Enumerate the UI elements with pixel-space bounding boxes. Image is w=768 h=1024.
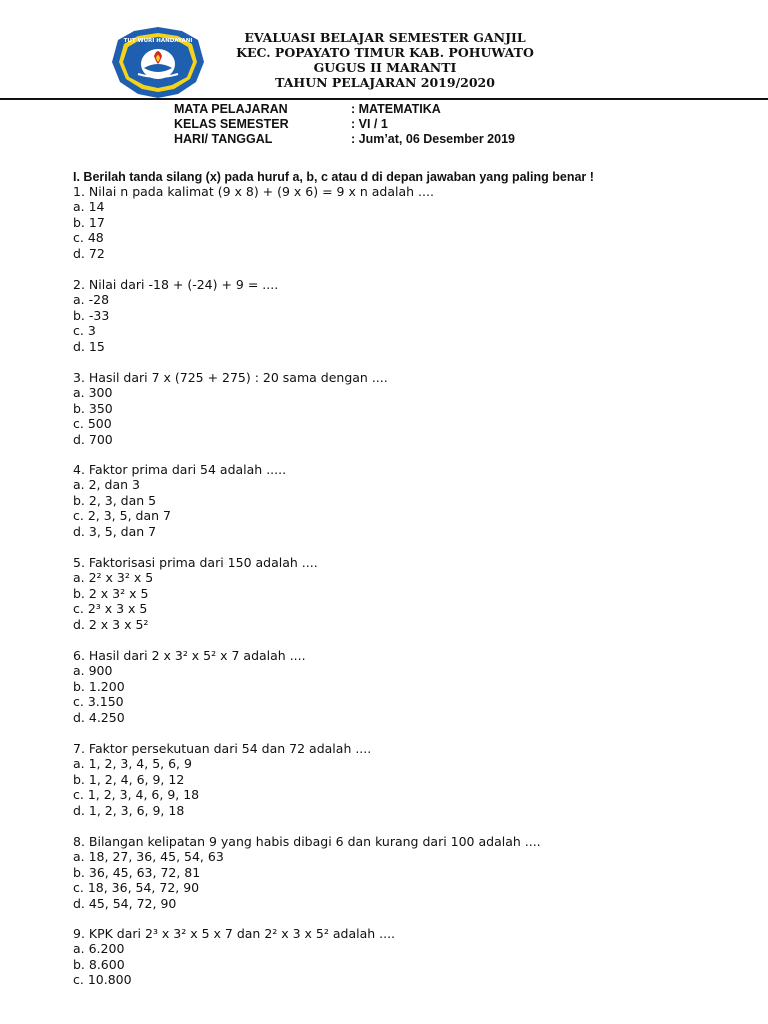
header-line-4: TAHUN PELAJARAN 2019/2020 bbox=[275, 75, 495, 90]
answer-option: b. -33 bbox=[73, 307, 110, 323]
answer-option: c. 500 bbox=[73, 416, 112, 432]
header-divider bbox=[0, 98, 768, 100]
answer-option: d. 4.250 bbox=[73, 709, 125, 725]
answer-option: a. 2² x 3² x 5 bbox=[73, 570, 154, 586]
answer-option: c. 2, 3, 5, dan 7 bbox=[73, 508, 171, 524]
answer-option: b. 2, 3, dan 5 bbox=[73, 492, 157, 508]
answer-option: d. 15 bbox=[73, 338, 105, 354]
answer-option: a. 1, 2, 3, 4, 5, 6, 9 bbox=[73, 756, 192, 772]
answer-option: c. 18, 36, 54, 72, 90 bbox=[73, 880, 200, 896]
question-7 bbox=[73, 741, 371, 818]
question-6 bbox=[73, 648, 306, 725]
question-text: 5. Faktorisasi prima dari 150 adalah .... bbox=[73, 555, 318, 570]
question-2 bbox=[73, 277, 278, 354]
header-line-3: GUGUS II MARANTI bbox=[313, 60, 457, 75]
answer-option: a. 14 bbox=[73, 199, 105, 215]
answer-option: b. 8.600 bbox=[73, 956, 125, 972]
question-text: 3. Hasil dari 7 x (725 + 275) : 20 sama dengan .... bbox=[73, 370, 388, 385]
answer-option: a. 6.200 bbox=[73, 941, 125, 957]
question-5 bbox=[73, 555, 318, 632]
answer-option: c. 3 bbox=[73, 323, 96, 339]
exam-info bbox=[174, 102, 515, 147]
info-label: MATA PELAJARAN bbox=[174, 102, 288, 116]
answer-option: b. 1, 2, 4, 6, 9, 12 bbox=[73, 771, 185, 787]
question-text: 1. Nilai n pada kalimat (9 x 8) + (9 x 6) = 9 x n adalah .... bbox=[73, 184, 434, 199]
question-1 bbox=[73, 184, 434, 261]
answer-option: b. 350 bbox=[73, 400, 113, 416]
question-text: 4. Faktor prima dari 54 adalah ..... bbox=[73, 462, 287, 477]
tut-wuri-handayani-logo bbox=[104, 22, 212, 102]
answer-option: b. 17 bbox=[73, 214, 105, 230]
answer-option: a. 2, dan 3 bbox=[73, 477, 140, 493]
answer-option: b. 36, 45, 63, 72, 81 bbox=[73, 864, 201, 880]
info-row-subject bbox=[174, 102, 515, 117]
answer-option: a. 900 bbox=[73, 663, 113, 679]
answer-option: d. 2 x 3 x 5² bbox=[73, 616, 149, 632]
question-text: 9. KPK dari 2³ x 3² x 5 x 7 dan 2² x 3 x 5² adalah .... bbox=[73, 926, 396, 941]
info-label: KELAS SEMESTER bbox=[174, 117, 289, 131]
header-line-2: KEC. POPAYATO TIMUR KAB. POHUWATO bbox=[236, 45, 534, 60]
answer-option: d. 3, 5, dan 7 bbox=[73, 523, 157, 539]
answer-option: a. -28 bbox=[73, 292, 110, 308]
question-text: 8. Bilangan kelipatan 9 yang habis dibagi 6 dan kurang dari 100 adalah .... bbox=[73, 834, 541, 849]
answer-option: b. 1.200 bbox=[73, 678, 125, 694]
question-text: 7. Faktor persekutuan dari 54 dan 72 adalah .... bbox=[73, 741, 372, 756]
info-label: HARI/ TANGGAL bbox=[174, 132, 273, 146]
answer-option: c. 1, 2, 3, 4, 6, 9, 18 bbox=[73, 787, 200, 803]
answer-option: d. 1, 2, 3, 6, 9, 18 bbox=[73, 802, 185, 818]
answer-option: c. 2³ x 3 x 5 bbox=[73, 601, 148, 617]
info-value: : MATEMATIKA bbox=[351, 102, 441, 116]
answer-option: d. 72 bbox=[73, 245, 105, 261]
answer-option: d. 45, 54, 72, 90 bbox=[73, 895, 177, 911]
question-9 bbox=[73, 926, 395, 988]
info-value: : VI / 1 bbox=[351, 117, 388, 131]
answer-option: c. 10.800 bbox=[73, 972, 132, 988]
question-text: 2. Nilai dari -18 + (-24) + 9 = .... bbox=[73, 277, 279, 292]
answer-option: d. 700 bbox=[73, 431, 113, 447]
answer-option: c. 48 bbox=[73, 230, 104, 246]
question-4 bbox=[73, 462, 286, 539]
info-row-class bbox=[174, 117, 515, 132]
exam-header bbox=[215, 30, 555, 90]
question-8 bbox=[73, 834, 541, 911]
question-text: 6. Hasil dari 2 x 3² x 5² x 7 adalah .... bbox=[73, 648, 306, 663]
logo-ring-text: TUT WURI HANDAYANI bbox=[123, 38, 193, 44]
answer-option: c. 3.150 bbox=[73, 694, 124, 710]
info-row-date bbox=[174, 132, 515, 147]
answer-option: a. 18, 27, 36, 45, 54, 63 bbox=[73, 849, 224, 865]
header-line-1: EVALUASI BELAJAR SEMESTER GANJIL bbox=[244, 30, 526, 45]
answer-option: a. 300 bbox=[73, 385, 113, 401]
info-value: : Jum’at, 06 Desember 2019 bbox=[351, 132, 515, 146]
answer-option: b. 2 x 3² x 5 bbox=[73, 585, 149, 601]
question-3 bbox=[73, 370, 388, 447]
instruction-text: I. Berilah tanda silang (x) pada huruf a, b, c atau d di depan jawaban yang paling benar ! bbox=[73, 170, 594, 184]
